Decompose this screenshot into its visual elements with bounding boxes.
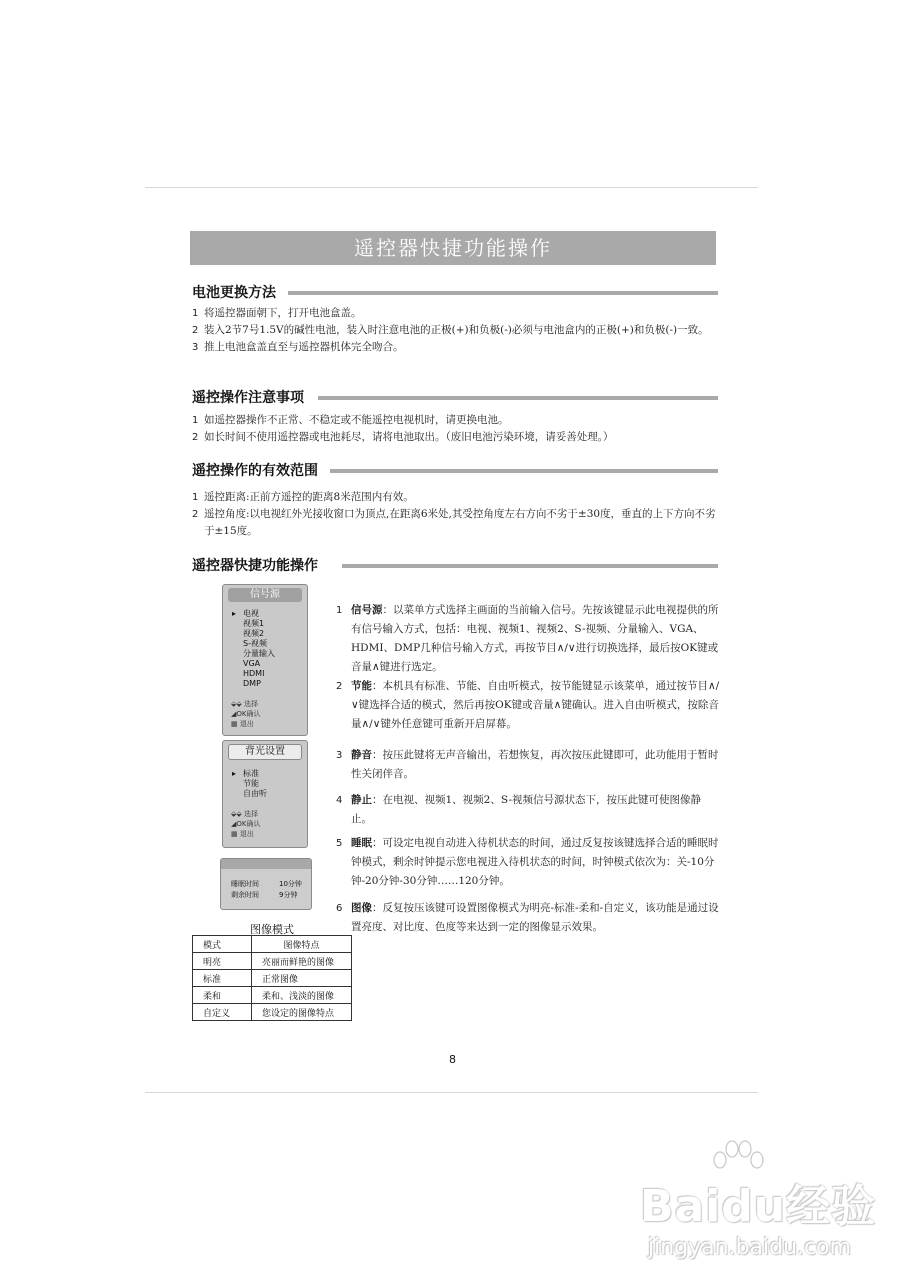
section-title: 电池更换方法 <box>192 285 276 301</box>
table-row <box>193 987 352 1004</box>
section-title: 遥控操作的有效范围 <box>192 463 318 479</box>
backlight-option: ▸ 标准 <box>231 769 307 779</box>
source-menu-key-hints <box>231 699 307 729</box>
description-picture: 6 图像：反复按压该键可设置图像模式为明亮-标准-柔和-自定义，该功能是通过设置亮度、对比度、色度等来达到一定的图像显示效果。 <box>336 902 719 933</box>
source-option: 视频1 <box>243 619 265 628</box>
key-hint-exit: ▦ 退出 <box>231 830 254 838</box>
table-header-row <box>193 936 352 953</box>
description-term: 图像 <box>351 902 372 914</box>
description-term: 静止 <box>351 794 372 806</box>
description-term: 睡眠 <box>351 837 372 849</box>
backlight-option: 节能 <box>243 779 259 788</box>
remaining-time-value: 9分钟 <box>279 891 298 899</box>
exit-key-icon: ▦ <box>231 830 238 838</box>
description-mute: 3 静音：按压此键将无声音输出，若想恢复，再次按压此键即可，此功能用于暂时性关闭伴音。 <box>336 749 719 780</box>
section-heading-battery <box>192 282 718 304</box>
table-header-cell: 模式 <box>193 936 252 953</box>
description-freeze: 4 静止：在电视、视频1、视频2、S-视频信号源状态下，按压此键可使图像静止。 <box>336 794 701 825</box>
table-cell: 标准 <box>193 970 252 987</box>
list-item: 3 推上电池盒盖直至与遥控器机体完全吻合。 <box>192 341 404 353</box>
description-term: 静音 <box>351 749 372 761</box>
description-energy-saving: 2 节能：本机具有标准、节能、自由听模式，按节能键显示该菜单，通过按节目∧/∨键选择合适的模式，然后再按OK键或音量∧键确认。进入自由听模式，按除音量∧/∨键外任意键可重新开启屏幕。 <box>336 680 720 730</box>
remaining-time-label: 剩余时间 <box>231 891 259 899</box>
list-item: 2 装入2节7号1.5V的碱性电池，装入时注意电池的正极(+)和负极(-)必须与电池盒内的正极(+)和负极(-)一致。 <box>192 324 709 336</box>
backlight-menu-key-hints <box>231 809 307 839</box>
table-row <box>193 953 352 970</box>
backlight-menu-header: 背光设置 <box>228 744 302 760</box>
arrows-icon: ⬙⬙ <box>231 700 242 708</box>
table-cell: 柔和、浅淡的图像 <box>252 987 352 1004</box>
description-term: 信号源 <box>351 604 383 616</box>
backlight-menu-panel <box>222 740 308 848</box>
arrows-icon: ⬙⬙ <box>231 810 242 818</box>
sleep-time-label: 睡眠时间 <box>231 880 259 888</box>
ok-key-icon: ◢ <box>231 710 237 718</box>
baidu-jingyan-watermark <box>640 1140 877 1275</box>
bottom-rule <box>145 1092 758 1093</box>
key-hint-exit: ▦ 退出 <box>231 720 254 728</box>
watermark-brand: Baidu经验 <box>640 1181 877 1232</box>
source-option: VGA <box>243 659 261 668</box>
top-rule <box>145 187 758 188</box>
battery-steps-list <box>192 305 720 356</box>
sleep-timer-osd <box>220 858 312 910</box>
source-option: HDMI <box>243 669 265 678</box>
section-heading-shortcut <box>192 555 718 577</box>
key-hint-ok: ◢OK确认 <box>231 820 261 828</box>
description-signal-source: 1 信号源：以菜单方式选择主画面的当前输入信号。先按该键显示此电视提供的所有信号输入方式，包括：电视、视频1、视频2、S-视频、分量输入、VGA、HDMI、DMP几种信号输入方式，再按节目∧/∨进行切换选择，最后按OK键或音量∧键进行选定。 <box>336 604 719 673</box>
remaining-time-row <box>231 891 298 900</box>
source-option: DMP <box>243 679 261 688</box>
key-hint-select: ⬙⬙ 选择 <box>231 810 259 818</box>
list-item: 1 如遥控器操作不正常、不稳定或不能遥控电视机时，请更换电池。 <box>192 414 509 426</box>
sleep-time-value: 10分钟 <box>279 880 302 888</box>
section-heading-range <box>192 460 718 482</box>
source-menu-items <box>231 609 307 689</box>
source-option: 分量输入 <box>243 649 275 658</box>
table-cell: 您设定的图像特点 <box>252 1004 352 1021</box>
section-divider <box>288 291 718 295</box>
backlight-option: 自由听 <box>243 789 267 798</box>
source-option: 视频2 <box>243 629 265 638</box>
section-divider <box>342 564 718 568</box>
page-banner-title: 遥控器快捷功能操作 <box>190 231 716 265</box>
list-item: 2 遥控角度:以电视红外光接收窗口为顶点,在距离6米处,其受控角度左右方向不劣于±30度，垂直的上下方向不劣于±15度。 <box>192 508 716 537</box>
exit-key-icon: ▦ <box>231 720 238 728</box>
source-option: ▸ 电视 <box>231 609 307 619</box>
description-sleep: 5 睡眠：可设定电视自动进入待机状态的时间，通过反复按该键选择合适的睡眠时钟模式，剩余时钟提示您电视进入待机状态的时间，时钟模式依次为：关-10分钟-20分钟-30分钟……120分钟。 <box>336 837 719 887</box>
section-divider <box>330 469 718 473</box>
section-title: 遥控器快捷功能操作 <box>192 558 318 574</box>
watermark-url: jingyan.baidu.com <box>648 1235 852 1260</box>
description-term: 节能 <box>351 680 372 692</box>
range-list <box>192 489 720 540</box>
ok-key-icon: ◢ <box>231 820 237 828</box>
table-row <box>193 1004 352 1021</box>
table-header-cell: 图像特点 <box>252 936 352 953</box>
backlight-menu-items <box>231 769 307 799</box>
section-heading-notes <box>192 387 718 409</box>
list-item: 1 遥控距离:正前方遥控的距离8米范围内有效。 <box>192 491 414 503</box>
page-number: 8 <box>449 1053 456 1066</box>
table-cell: 亮丽而鲜艳的图像 <box>252 953 352 970</box>
key-hint-select: ⬙⬙ 选择 <box>231 700 259 708</box>
source-option: S-视频 <box>243 639 267 648</box>
notes-list <box>192 412 720 446</box>
sleep-time-row <box>231 880 302 889</box>
table-cell: 正常图像 <box>252 970 352 987</box>
list-item: 2 如长时间不使用遥控器或电池耗尽，请将电池取出。（废旧电池污染环境，请妥善处理。） <box>192 431 614 443</box>
table-cell: 明亮 <box>193 953 252 970</box>
section-divider <box>318 396 718 400</box>
table-cell: 自定义 <box>193 1004 252 1021</box>
source-menu-header: 信号源 <box>228 588 302 602</box>
image-mode-table <box>192 935 352 1021</box>
list-item: 1 将遥控器面朝下，打开电池盒盖。 <box>192 307 362 319</box>
key-hint-ok: ◢OK确认 <box>231 710 261 718</box>
image-mode-table-title: 图像模式 <box>250 923 294 936</box>
table-cell: 柔和 <box>193 987 252 1004</box>
sleep-osd-header-bar <box>221 859 311 869</box>
source-menu-panel <box>222 584 308 736</box>
table-row <box>193 970 352 987</box>
section-title: 遥控操作注意事项 <box>192 390 304 406</box>
